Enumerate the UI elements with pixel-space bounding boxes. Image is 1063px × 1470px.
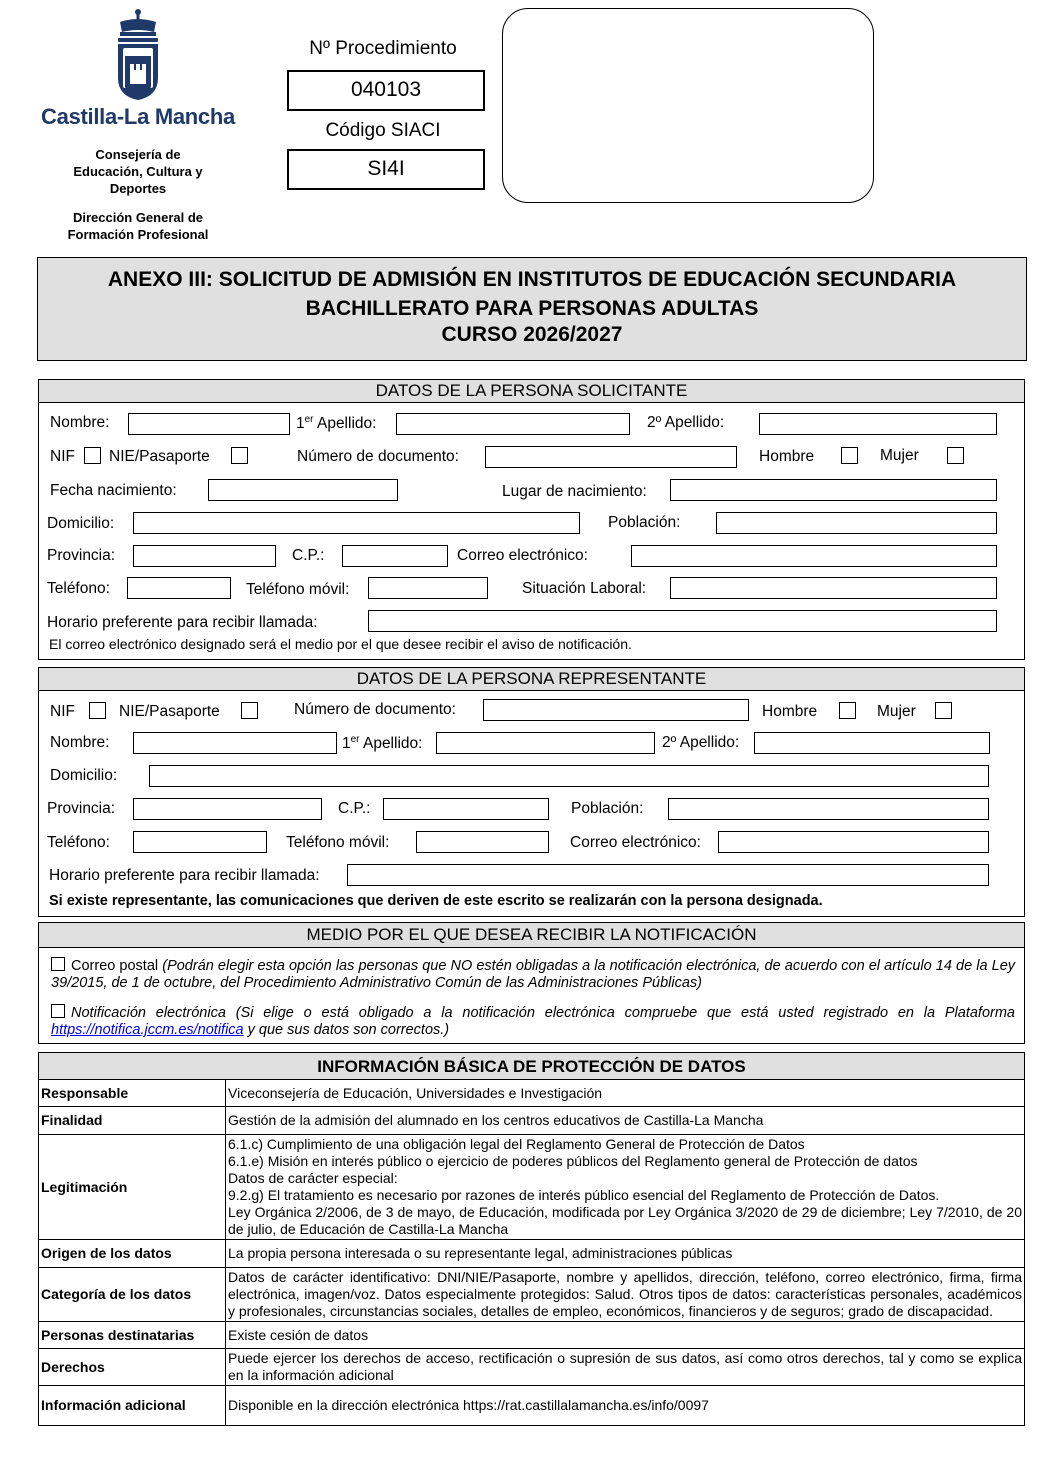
- mujer-label: Mujer: [880, 447, 919, 464]
- rep-nie-checkbox[interactable]: [241, 702, 258, 719]
- representante-heading: DATOS DE LA PERSONA REPRESENTANTE: [39, 668, 1024, 691]
- correo-nota: El correo electrónico designado será el medio por el que desee recibir el aviso de notificación.: [49, 636, 632, 652]
- correo-label: Correo electrónico:: [457, 547, 588, 564]
- table-row: Derechos Puede ejercer los derechos de acceso, rectificación o supresión de sus datos, así como otros derechos, tal y como se explica en la información adicional: [39, 1349, 1025, 1386]
- poblacion-field[interactable]: [716, 512, 997, 534]
- numdoc-field[interactable]: [485, 446, 737, 468]
- correo-field[interactable]: [631, 545, 997, 567]
- rep-telefono-field[interactable]: [133, 831, 267, 853]
- provincia-label: Provincia:: [47, 547, 116, 564]
- rep-nif-label: NIF: [50, 703, 75, 720]
- brand-name: Castilla-La Mancha: [41, 104, 235, 129]
- nie-checkbox[interactable]: [231, 447, 248, 464]
- apellido1-field[interactable]: [396, 413, 630, 435]
- rep-domicilio-field[interactable]: [149, 765, 989, 787]
- rep-cp-field[interactable]: [383, 798, 549, 820]
- rep-mujer-label: Mujer: [877, 703, 916, 720]
- correo-postal-option[interactable]: Correo postal (Podrán elegir esta opción las personas que NO estén obligadas a la notificación electrónica, de acuerdo con el artículo 14 de la Ley 39/2015, de 1 de octubre, del Procedimiento Administrativo Común de las Administraciones Públicas): [51, 958, 1016, 991]
- rep-nombre-label: Nombre:: [50, 734, 110, 751]
- table-row: Responsable Viceconsejería de Educación, Universidades e Investigación: [39, 1080, 1025, 1107]
- rep-apellido1-label: 1er Apellido:: [342, 734, 423, 753]
- rep-poblacion-field[interactable]: [668, 798, 989, 820]
- fecha-nac-field[interactable]: [208, 479, 398, 501]
- solicitante-heading: DATOS DE LA PERSONA SOLICITANTE: [39, 380, 1024, 403]
- rep-apellido2-field[interactable]: [754, 732, 990, 754]
- table-row: Información adicional Disponible en la dirección electrónica https://rat.castillalamancha.es/info/0097: [39, 1386, 1025, 1426]
- rep-hombre-checkbox[interactable]: [839, 702, 856, 719]
- apellido2-field[interactable]: [759, 413, 997, 435]
- hombre-label: Hombre: [759, 448, 815, 465]
- cp-label: C.P.:: [292, 547, 325, 564]
- notificacion-section: [38, 922, 1025, 1044]
- situacion-field[interactable]: [670, 577, 997, 599]
- procedimiento-value: 040103: [287, 70, 485, 111]
- hombre-checkbox[interactable]: [841, 447, 858, 464]
- rep-cp-label: C.P.:: [338, 800, 371, 817]
- rep-nie-label: NIE/Pasaporte: [119, 703, 220, 720]
- movil-field[interactable]: [368, 577, 488, 599]
- mujer-checkbox[interactable]: [947, 447, 964, 464]
- situacion-label: Situación Laboral:: [522, 580, 647, 597]
- notificacion-electronica-option[interactable]: Notificación electrónica (Si elige o está obligado a la notificación electrónica compruebe que está usted registrado en la Plataforma https://notifica.jccm.es/notifica y que sus datos son correctos.): [51, 1005, 1015, 1038]
- table-row: Categoría de los datos Datos de carácter identificativo: DNI/NIE/Pasaporte, nombre y apellidos, dirección, teléfono, correo electrónico, firma, firma electrónica, imagen/voz. Datos especialmente protegidos: Salud. Otros tipos de datos: características personales, académicos y profesionales, circunstancias sociales, detalles de empleo, económicos, financieros y de seguros; grado de discapacidad.: [39, 1268, 1025, 1322]
- rep-correo-field[interactable]: [718, 831, 989, 853]
- logo-block: [40, 8, 236, 243]
- castilla-la-mancha-crest-icon: [114, 8, 162, 102]
- rep-movil-field[interactable]: [416, 831, 549, 853]
- rep-horario-field[interactable]: [347, 864, 989, 886]
- rep-mujer-checkbox[interactable]: [935, 702, 952, 719]
- numdoc-label: Número de documento:: [297, 448, 459, 465]
- notificacion-electronica-checkbox[interactable]: [51, 1004, 65, 1018]
- apellido2-label: 2º Apellido:: [647, 414, 725, 431]
- nombre-field[interactable]: [128, 413, 290, 435]
- registro-stamp-box: [502, 8, 874, 203]
- procedimiento-label: Nº Procedimiento: [309, 38, 457, 59]
- rep-nif-checkbox[interactable]: [89, 702, 106, 719]
- table-row: Finalidad Gestión de la admisión del alumnado en los centros educativos de Castilla-La Mancha: [39, 1107, 1025, 1135]
- rep-horario-label: Horario preferente para recibir llamada:: [49, 867, 320, 884]
- rep-hombre-label: Hombre: [762, 703, 818, 720]
- correo-postal-checkbox[interactable]: [51, 957, 65, 971]
- siaci-value: SI4I: [287, 149, 485, 190]
- rep-correo-label: Correo electrónico:: [570, 834, 701, 851]
- rep-telefono-label: Teléfono:: [47, 834, 110, 851]
- consejeria-text: Consejería de Educación, Cultura y Deportes: [73, 147, 203, 196]
- domicilio-label: Domicilio:: [47, 515, 115, 532]
- rep-provincia-field[interactable]: [133, 798, 322, 820]
- solicitante-section: [38, 379, 1025, 660]
- nie-label: NIE/Pasaporte: [109, 448, 210, 465]
- lugar-nac-label: Lugar de nacimiento:: [502, 483, 647, 500]
- rep-movil-label: Teléfono móvil:: [286, 834, 390, 851]
- rep-apellido1-field[interactable]: [436, 732, 655, 754]
- horario-field[interactable]: [368, 610, 997, 632]
- provincia-field[interactable]: [133, 545, 276, 567]
- horario-label: Horario preferente para recibir llamada:: [47, 614, 318, 631]
- rep-numdoc-label: Número de documento:: [294, 701, 456, 718]
- table-row: Legitimación 6.1.c) Cumplimiento de una obligación legal del Reglamento General de Protección de Datos 6.1.e) Misión en interés público o ejercicio de poderes públicos del Reglamento general de Protección de datos Datos de carácter especial: 9.2.g) El tratamiento es necesario por razones de interés público esencial del Reglamento de Protección de Datos. Ley Orgánica 2/2006, de 3 de mayo, de Educación, modificada por Ley Orgánica 3/2020 de 29 de diciembre; Ley 7/2010, de 20 de julio, de Educación de Castilla-La Mancha: [39, 1135, 1025, 1240]
- nif-label: NIF: [50, 448, 75, 465]
- proteccion-datos-table: [38, 1052, 1025, 1426]
- rep-domicilio-label: Domicilio:: [50, 767, 118, 784]
- telefono-label: Teléfono:: [47, 580, 110, 597]
- lugar-nac-field[interactable]: [670, 479, 997, 501]
- direccion-text: Dirección General de Formación Profesional: [67, 210, 209, 242]
- poblacion-label: Población:: [608, 514, 681, 531]
- table-row: Origen de los datos La propia persona interesada o su representante legal, administraciones públicas: [39, 1240, 1025, 1268]
- rep-apellido2-label: 2º Apellido:: [662, 734, 740, 751]
- proteccion-heading: INFORMACIÓN BÁSICA DE PROTECCIÓN DE DATOS: [39, 1053, 1025, 1080]
- domicilio-field[interactable]: [133, 512, 580, 534]
- nombre-label: Nombre:: [50, 414, 110, 431]
- rep-poblacion-label: Población:: [571, 800, 644, 817]
- rep-provincia-label: Provincia:: [47, 800, 116, 817]
- nif-checkbox[interactable]: [84, 447, 101, 464]
- siaci-label: Código SIACI: [325, 120, 441, 141]
- movil-label: Teléfono móvil:: [246, 581, 350, 598]
- fecha-nac-label: Fecha nacimiento:: [50, 482, 177, 499]
- table-row: Personas destinatarias Existe cesión de datos: [39, 1322, 1025, 1349]
- cp-field[interactable]: [342, 545, 448, 567]
- rep-numdoc-field[interactable]: [483, 699, 749, 721]
- apellido1-label: 1er Apellido:: [296, 414, 377, 433]
- representante-section: [38, 667, 1025, 917]
- notificacion-heading: MEDIO POR EL QUE DESEA RECIBIR LA NOTIFICACIÓN: [39, 923, 1024, 948]
- form-title: ANEXO III: SOLICITUD DE ADMISIÓN EN INSTITUTOS DE EDUCACIÓN SECUNDARIA BACHILLERATO PARA PERSONAS ADULTAS CURSO 2026/2027: [37, 257, 1027, 361]
- rep-nombre-field[interactable]: [133, 732, 337, 754]
- telefono-field[interactable]: [127, 577, 231, 599]
- representante-nota: Si existe representante, las comunicaciones que deriven de este escrito se realizarán con la persona designada.: [49, 893, 823, 909]
- notifica-link[interactable]: https://notifica.jccm.es/notifica: [51, 1022, 244, 1038]
